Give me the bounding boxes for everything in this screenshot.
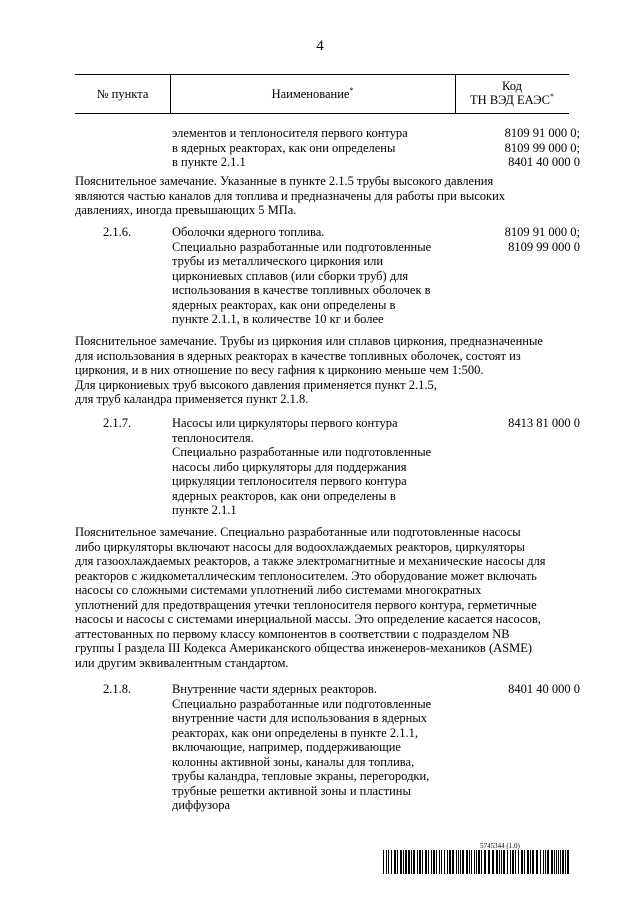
item-codes-217: 8413 81 000 0 [508, 416, 580, 430]
item-name-216: Оболочки ядерного топлива. Специально разработанные или подготовленные трубы из металлического циркония или циркониевых сплавов (или сборки труб) для использования в качестве топливных оболочек в ядерных реакторах, как они определены в пункте 2.1.1, в количестве 10 кг и более [172, 225, 432, 326]
continuation-codes: 8109 91 000 0; 8109 99 000 0; 8401 40 000 0 [504, 126, 580, 169]
item-codes-218: 8401 40 000 0 [508, 682, 580, 696]
item-codes-216: 8109 91 000 0; 8109 99 000 0 [504, 225, 580, 254]
item-name-218: Внутренние части ядерных реакторов. Специально разработанные или подготовленные внутренние части для использования в ядерных реакторах, как они определены в пункте 2.1.1, включающие, например, поддерживающие колонны активной зоны, каналы для топлива, трубы каландра, тепловые экраны, перегородки, трубные решетки активной зоны и пластины диффузора [172, 682, 432, 812]
item-number-216: 2.1.6. [103, 225, 132, 239]
explanatory-note-3: Пояснительное замечание. Специально разработанные или подготовленные насосы либо циркуляторы включают насосы для водоохлаждаемых реакторов, циркуляторы для газоохлаждаемых реакторов, а также электромагнитные и механические насосы для реакторов с жидкометаллическим теплоносителем. Это оборудование может включать насосы со сложными системами уплотнений либо системами многократных уплотнений для предотвращения утечки теплоносителя первого контура, герметичные насосы и насосы с системами инерциальной массы. Это определение касается насосов, аттестованных по первому классу компонентов в соответствии с подразделом NB группы I раздела III Кодекса Американского общества инженеров-механиков (ASME) или другим эквивалентным стандартом. [75, 525, 546, 670]
explanatory-note-2: Пояснительное замечание. Трубы из циркония или сплавов циркония, предназначенные для использования в ядерных реакторах в качестве топливных оболочек, состоят из циркония, и в них отношение по весу гафния к цирконию меньше чем 1:500. Для циркониевых труб высокого давления применяется пункт 2.1.5, для труб каландра применяется пункт 2.1.8. [75, 334, 543, 406]
item-number-217: 2.1.7. [103, 416, 132, 430]
barcode-image [383, 850, 570, 874]
item-name-217: Насосы или циркуляторы первого контура теплоносителя. Специально разработанные или подготовленные насосы либо циркуляторы для поддержания циркуляции теплоносителя первого контура ядерных реакторов, как они определены в пункте 2.1.1 [172, 416, 432, 517]
header-item-number: № пункта [96, 87, 149, 101]
item-number-218: 2.1.8. [103, 682, 132, 696]
explanatory-note-1: Пояснительное замечание. Указанные в пункте 2.1.5 трубы высокого давления являются частью каналов для топлива и предназначены для работы при высоких давлениях, иногда превышающих 5 МПа. [75, 174, 506, 217]
continuation-name: элементов и теплоносителя первого контура в ядерных реакторах, как они определены в пункте 2.1.1 [172, 126, 408, 169]
header-code: Код ТН ВЭД ЕАЭС* [470, 79, 554, 107]
table-header [75, 74, 569, 114]
page-number: 4 [316, 38, 324, 54]
header-name: Наименование* [271, 85, 354, 101]
barcode-label: 5745344 (1.0) [480, 842, 520, 850]
